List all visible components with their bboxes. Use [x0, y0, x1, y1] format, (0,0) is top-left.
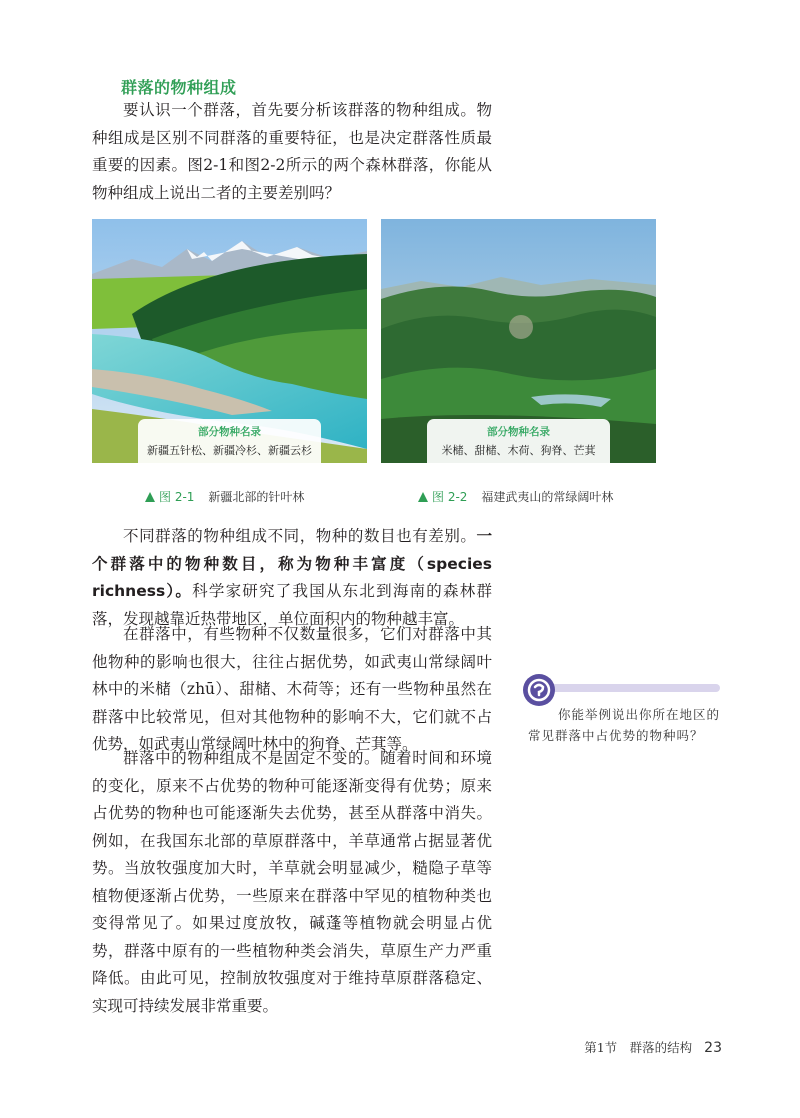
species-list-text: 新疆五针松、新疆冷杉、新疆云杉 [147, 444, 312, 457]
paragraph-text: 科学家研究了我国从东北到海南的森林群落，发现越靠近热带地区，单位面积内的物种越丰富。 [92, 582, 492, 628]
species-list-box [138, 419, 321, 463]
figure-2-1-caption [145, 488, 304, 505]
figure-2-2-photo [381, 219, 656, 463]
species-list-title: 部分物种名录 [198, 426, 261, 438]
paragraph-richness [92, 523, 492, 633]
discussion-icon [522, 673, 556, 707]
definition-species-richness: 一个群落中的物种数目，称为物种丰富度（species richness）。 [92, 527, 492, 600]
figure-2-1-photo [92, 219, 367, 463]
paragraph-intro: 要认识一个群落，首先要分析该群落的物种组成。物种组成是区别不同群落的重要特征，也是决定群落性质最重要的因素。图2-1和图2-2所示的两个森林群落，你能从物种组成上说出二者的主要差别吗？ [92, 101, 492, 202]
figure-number: 图 2-1 [159, 490, 195, 504]
figure-caption-text: 福建武夷山的常绿阔叶林 [481, 490, 614, 504]
triangle-icon [145, 492, 155, 502]
figure-2-2-caption [418, 488, 613, 505]
triangle-icon [418, 492, 428, 502]
sidebar-bar [552, 684, 720, 692]
species-list-box [427, 419, 610, 463]
figure-caption-text: 新疆北部的针叶林 [208, 490, 305, 504]
page-footer [584, 1038, 722, 1056]
figure-number: 图 2-2 [432, 490, 468, 504]
paragraph-dominance: 在群落中，有些物种不仅数量很多，它们对群落中其他物种的影响也很大，往往占据优势，如武夷山常绿阔叶林中的米槠（zhū）、甜槠、木荷等；还有一些物种虽然在群落中比较常见，但对其他物种的影响不大，它们就不占优势，如武夷山常绿阔叶林中的狗脊、芒萁等。 [92, 625, 492, 753]
section-heading: 群落的物种组成 [121, 78, 237, 97]
species-list-title: 部分物种名录 [487, 426, 550, 438]
paragraph-text: 不同群落的物种组成不同，物种的数目也有差别。 [123, 527, 477, 545]
species-list-text: 米槠、甜槠、木荷、狗脊、芒萁 [441, 444, 596, 457]
sidebar-question: 你能举例说出你所在地区的常见群落中占优势的物种吗？ [528, 707, 721, 743]
paragraph-change: 群落中的物种组成不是固定不变的。随着时间和环境的变化，原来不占优势的物种可能逐渐变得有优势；原来占优势的物种也可能逐渐失去优势，甚至从群落中消失。例如，在我国东北部的草原群落中，羊草通常占据显著优势。当放牧强度加大时，羊草就会明显减少，糙隐子草等植物便逐渐占优势，一些原来在群落中罕见的植物种类也变得常见了。如果过度放牧，碱蓬等植物就会明显占优势，群落中原有的一些植物种类会消失，草原生产力严重降低。由此可见，控制放牧强度对于维持草原群落稳定、实现可持续发展非常重要。 [92, 749, 492, 1015]
page-number: 23 [704, 1040, 722, 1056]
footer-section: 第1节 群落的结构 [584, 1040, 693, 1055]
